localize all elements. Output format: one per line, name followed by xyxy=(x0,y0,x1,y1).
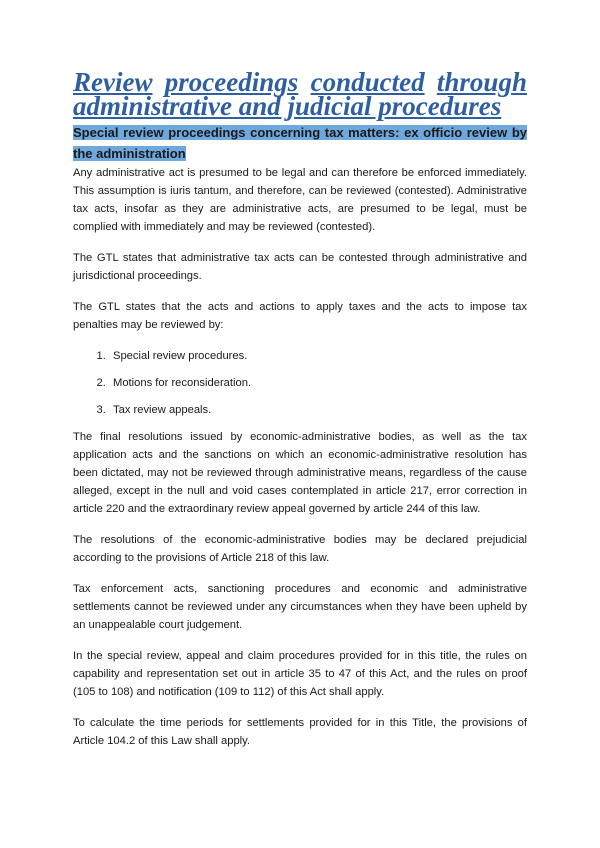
section-heading xyxy=(73,122,527,164)
paragraph: In the special review, appeal and claim procedures provided for in this title, the rules on capability and representation set out in article 35 to 47 of this Act, and the rules on proof (105 to 108) and notification (109 to 112) of this Act shall apply. xyxy=(73,650,527,698)
paragraph: The GTL states that administrative tax acts can be contested through administrative and jurisdictional proceedings. xyxy=(73,252,527,282)
title-word: conducted xyxy=(310,67,425,97)
title-word: Review xyxy=(73,67,153,97)
paragraph: The resolutions of the economic-administrative bodies may be declared prejudicial according to the provisions of Article 218 of this law. xyxy=(73,534,527,564)
title-line-2: administrative and judicial procedures xyxy=(73,91,502,121)
list-item: 1. Special review procedures. xyxy=(109,347,527,365)
numbered-list xyxy=(73,347,527,419)
paragraph: The GTL states that the acts and actions to apply taxes and the acts to impose tax penalties may be reviewed by: xyxy=(73,301,527,331)
paragraph: Tax enforcement acts, sanctioning procedures and economic and administrative settlements cannot be reviewed under any circumstances when they have been upheld by an unappealable court judgement. xyxy=(73,583,527,631)
list-item: 2. Motions for reconsideration. xyxy=(109,374,527,392)
document-title xyxy=(73,67,527,121)
list-item: 3. Tax review appeals. xyxy=(109,401,527,419)
paragraph: The final resolutions issued by economic-administrative bodies, as well as the tax application acts and the sanctions on which an economic-administrative resolution has been dictated, may not be reviewed through administrative means, regardless of the cause alleged, except in the null and void cases contemplated in article 217, error correction in article 220 and the extraordinary review appeal governed by article 244 of this law. xyxy=(73,431,527,515)
paragraph: Any administrative act is presumed to be legal and can therefore be enforced immediately. This assumption is iuris tantum, and therefore, can be reviewed (contested). Administrative tax acts, insofar as they are administrative acts, are presumed to be legal, must be complied with immediately and may be reviewed (contested). xyxy=(73,167,527,233)
section-heading-text: Special review proceedings concerning tax matters: ex officio review by the administration xyxy=(73,125,527,161)
title-word: through xyxy=(436,67,527,97)
title-word: proceedings xyxy=(164,67,299,97)
document-page xyxy=(73,67,527,763)
paragraph: To calculate the time periods for settlements provided for in this Title, the provisions of Article 104.2 of this Law shall apply. xyxy=(73,717,527,747)
